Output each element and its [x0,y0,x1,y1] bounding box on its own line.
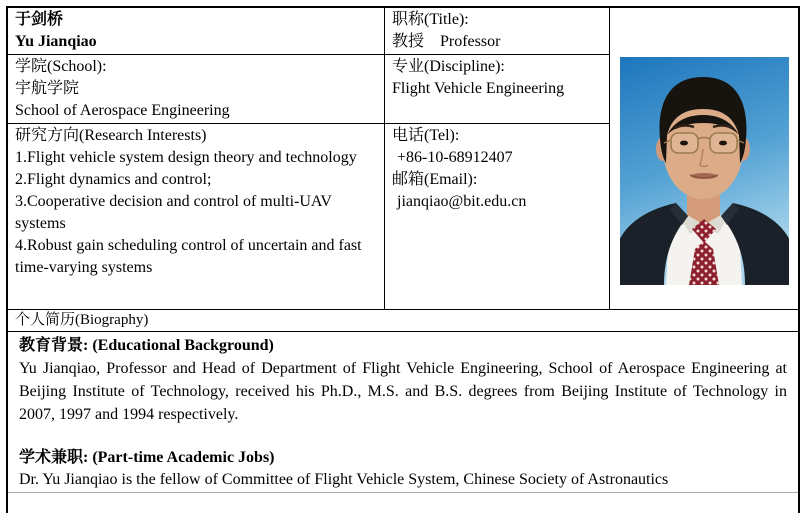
school-english: School of Aerospace Engineering [15,102,230,119]
education-heading: 教育背景: (Educational Background) [19,337,274,354]
school-label: 学院(School): [15,58,107,75]
profile-info-grid [8,8,798,310]
jobs-text: Dr. Yu Jianqiao is the fellow of Committee of Flight Vehicle System, Chinese Society of Astronautics [19,471,669,488]
jobs-heading: 学术兼职: (Part-time Academic Jobs) [19,449,275,466]
photo-cell [610,8,798,309]
tel-label: 电话(Tel): [392,127,460,144]
email-value: jianqiao@bit.edu.cn [397,193,527,210]
discipline-value: Flight Vehicle Engineering [392,80,565,97]
research-item: 3.Cooperative decision and control of multi-UAV systems [15,193,332,232]
biography-section-label: 个人简历(Biography) [15,312,149,328]
research-item: 4.Robust gain scheduling control of uncertain and fast time-varying systems [15,237,362,276]
name-cell [8,8,384,55]
discipline-cell [385,55,609,124]
title-label: 职称(Title): [392,11,469,28]
research-item: 1.Flight vehicle system design theory and technology [15,149,357,166]
left-column [8,8,385,309]
research-label: 研究方向(Research Interests) [15,127,207,144]
discipline-label: 专业(Discipline): [392,58,505,75]
research-item: 2.Flight dynamics and control; [15,171,212,188]
name-english: Yu Jianqiao [15,33,97,50]
school-chinese: 宇航学院 [15,80,80,97]
email-label: 邮箱(Email): [392,171,478,188]
title-cell [385,8,609,55]
biography-section-header [8,310,798,332]
name-chinese: 于剑桥 [15,11,64,28]
education-text: Yu Jianqiao, Professor and Head of Department of Flight Vehicle Engineering, School of Aerospace Engineering at Beijing Institute of Technology, received his Ph.D., M.S. and B.S. degrees from Beijing Institute of Technology in 2007, 1997 and 1994 respectively. [19,360,787,423]
middle-column [385,8,610,309]
title-value: 教授 Professor [392,33,501,50]
biography-content [8,332,798,493]
research-interests-cell [8,124,384,309]
profile-table [6,6,800,513]
empty-row [8,493,798,513]
school-cell [8,55,384,124]
portrait-photo [620,57,789,285]
tel-value: +86-10-68912407 [397,149,513,166]
contact-cell [385,124,609,309]
